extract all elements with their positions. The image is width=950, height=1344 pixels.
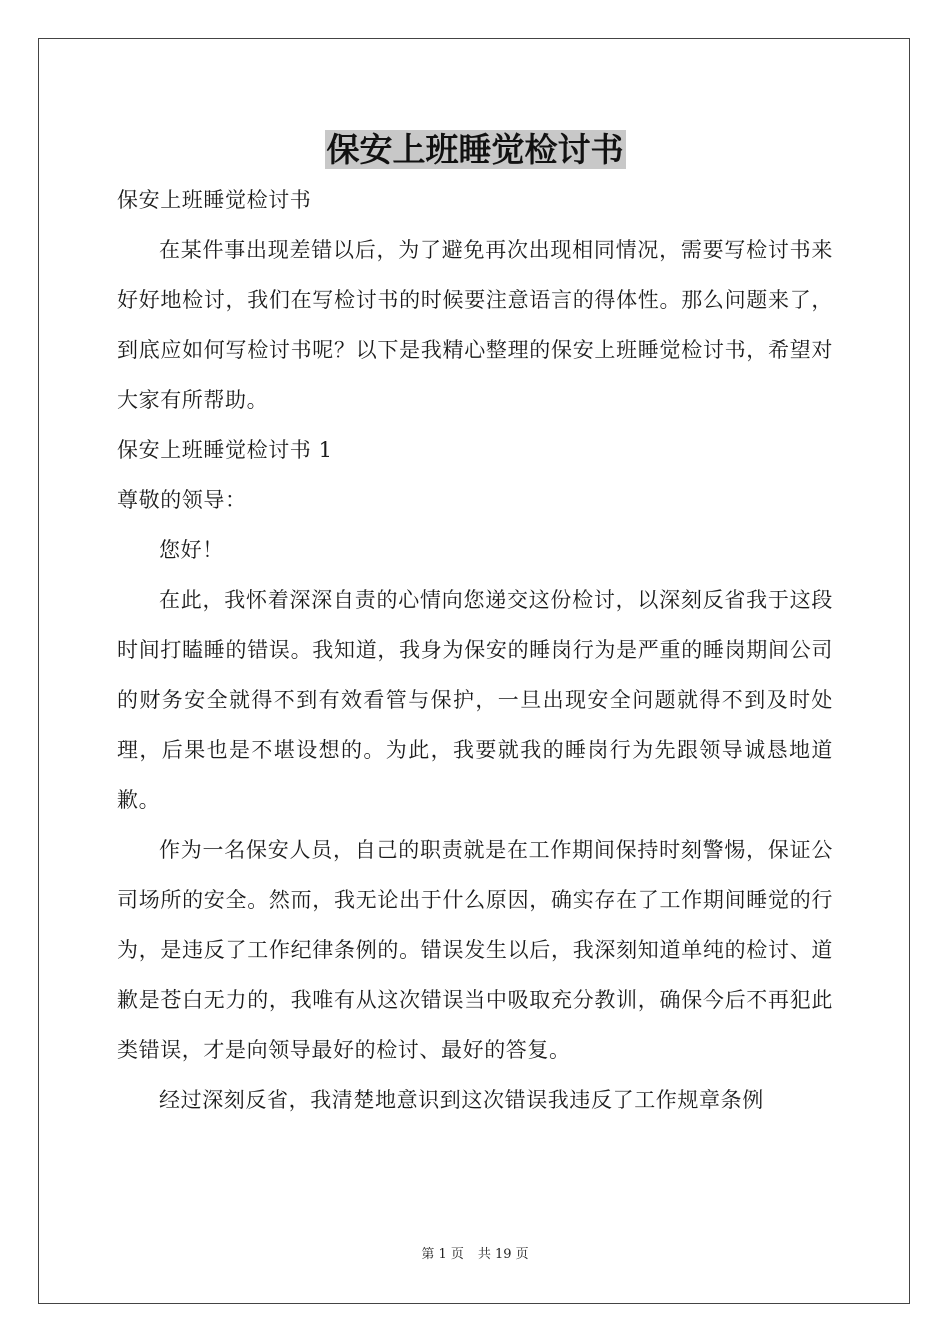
body-paragraph: 经过深刻反省，我清楚地意识到这次错误我违反了工作规章条例 <box>159 1088 764 1112</box>
page-footer <box>0 1246 950 1264</box>
section-heading: 保安上班睡觉检讨书 1 <box>117 438 333 462</box>
document-title <box>0 128 950 172</box>
salutation: 尊敬的领导： <box>117 488 247 512</box>
document-title-text: 保安上班睡觉检讨书 <box>326 130 624 169</box>
greeting: 您好！ <box>159 538 224 562</box>
body-paragraph: 在此，我怀着深深自责的心情向您递交这份检讨，以深刻反省我于这段时间打瞌睡的错误。我知道，我身为保安的睡岗行为是严重的睡岗期间公司的财务安全就得不到有效看管与保护，一旦出现安全问题就得不到及时处理，后果也是不堪设想的。为此，我要就我的睡岗行为先跟领导诚恳地道歉。 <box>117 588 833 812</box>
document-body <box>117 175 833 1125</box>
body-paragraph: 作为一名保安人员，自己的职责就是在工作期间保持时刻警惕，保证公司场所的安全。然而，我无论出于什么原因，确实存在了工作期间睡觉的行为，是违反了工作纪律条例的。错误发生以后，我深刻知道单纯的检讨、道歉是苍白无力的，我唯有从这次错误当中吸取充分教训，确保今后不再犯此类错误，才是向领导最好的检讨、最好的答复。 <box>117 838 833 1062</box>
page-number: 第 1 页 <box>421 1247 464 1262</box>
page-total: 共 19 页 <box>477 1247 529 1262</box>
intro-paragraph: 在某件事出现差错以后，为了避免再次出现相同情况，需要写检讨书来好好地检讨，我们在写检讨书的时候要注意语言的得体性。那么问题来了，到底应如何写检讨书呢？以下是我精心整理的保安上班睡觉检讨书，希望对大家有所帮助。 <box>117 238 833 412</box>
subtitle-paragraph: 保安上班睡觉检讨书 <box>117 188 312 212</box>
